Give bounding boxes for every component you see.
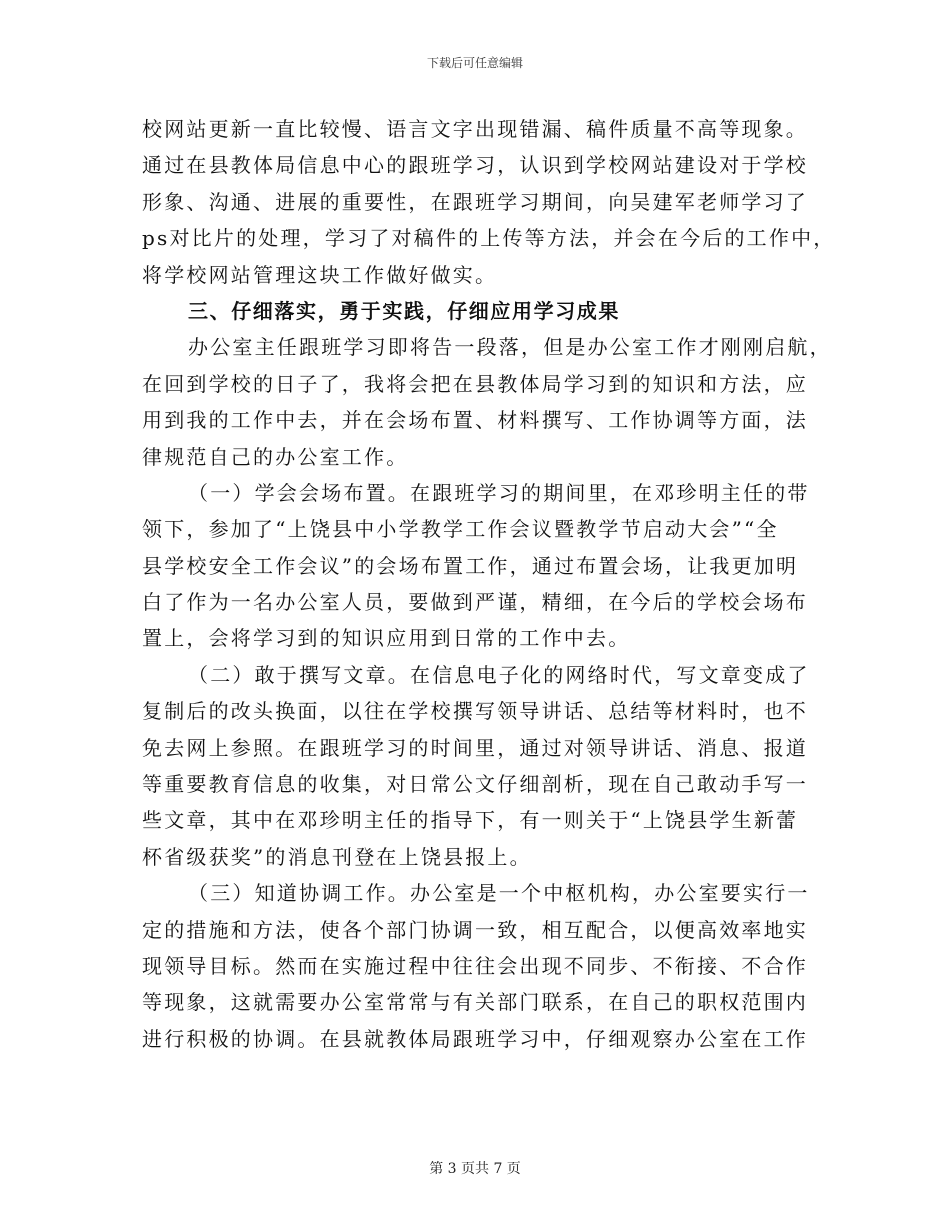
text-line: 复制后的改头换面，以往在学校撰写领导讲话、总结等材料时，也不	[142, 699, 808, 724]
text-line: 律规范自己的办公室工作。	[142, 444, 409, 469]
text-line: 置上，会将学习到的知识应用到日常的工作中去。	[142, 626, 631, 651]
text-line: 等重要教育信息的收集，对日常公文仔细剖析，现在自己敢动手写一	[142, 772, 808, 797]
section-heading: 三、仔细落实，勇于实践，仔细应用学习成果	[188, 298, 620, 323]
text-line: （二）敢于撰写文章。在信息电子化的网络时代，写文章变成了	[188, 662, 810, 687]
text-line: 办公室主任跟班学习即将告一段落，但是办公室工作才刚刚启航，	[188, 335, 832, 360]
text-line: 进行积极的协调。在县就教体局跟班学习中，仔细观察办公室在工作	[142, 1026, 808, 1051]
document-body	[142, 111, 836, 1057]
text-line: 免去网上参照。在跟班学习的时间里，通过对领导讲话、消息、报道	[142, 735, 808, 760]
text-line: 领下，参加了“上饶县中小学教学工作会议暨教学节启动大会”“全	[142, 517, 779, 542]
page-number: 第 3 页共 7 页	[429, 1161, 521, 1177]
text-line: 等现象，这就需要办公室常常与有关部门联系，在自己的职权范围内	[142, 990, 808, 1015]
text-line: 现领导目标。然而在实施过程中往往会出现不同步、不衔接、不合作	[142, 953, 808, 978]
text-line: （一）学会会场布置。在跟班学习的期间里，在邓珍明主任的带	[188, 480, 810, 505]
text-line: 通过在县教体局信息中心的跟班学习，认识到学校网站建设对于学校	[142, 153, 808, 178]
text-line: 杯省级获奖”的消息刊登在上饶县报上。	[142, 844, 532, 869]
text-line: 白了作为一名办公室人员，要做到严谨，精细，在今后的学校会场布	[142, 590, 808, 615]
text-line: 些文章，其中在邓珍明主任的指导下，有一则关于“上饶县学生新蕾	[142, 808, 799, 833]
text-line: 县学校安全工作会议”的会场布置工作，通过布置会场，让我更加明	[142, 553, 799, 578]
text-line: 定的措施和方法，使各个部门协调一致，相互配合，以便高效率地实	[142, 917, 808, 942]
text-line: （三）知道协调工作。办公室是一个中枢机构，办公室要实行一	[188, 881, 810, 906]
text-line: 将学校网站管理这块工作做好做实。	[142, 262, 498, 287]
text-line: 形象、沟通、进展的重要性，在跟班学习期间，向吴建军老师学习了	[142, 189, 808, 214]
text-line: 用到我的工作中去，并在会场布置、材料撰写、工作协调等方面，法	[142, 408, 808, 433]
page-header: 下载后可任意编辑	[426, 56, 523, 70]
text-line: 在回到学校的日子了，我将会把在县教体局学习到的知识和方法，应	[142, 371, 808, 396]
text-line: 校网站更新一直比较慢、语言文字出现错漏、稿件质量不高等现象。	[142, 117, 808, 141]
text-line: ps对比片的处理，学习了对稿件的上传等方法，并会在今后的工作中，	[142, 226, 836, 251]
